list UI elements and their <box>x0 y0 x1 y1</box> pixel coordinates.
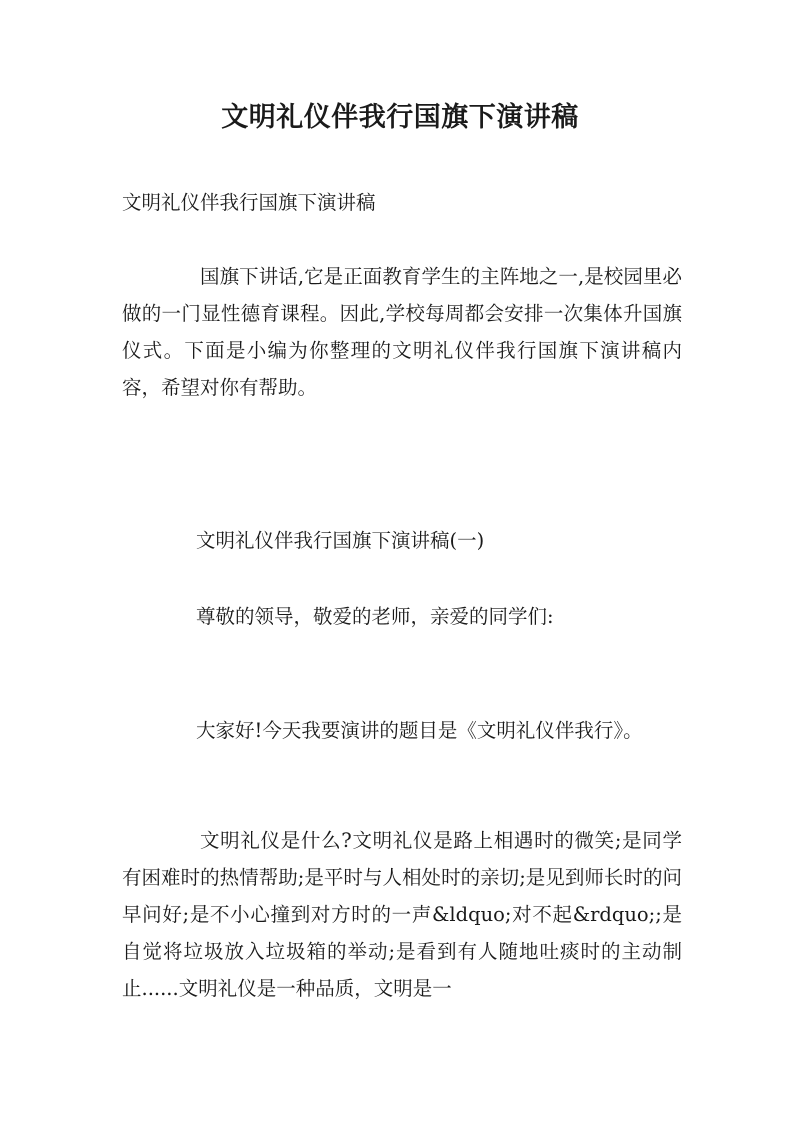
intro-paragraph: 国旗下讲话,它是正面教育学生的主阵地之一,是校园里必做的一门显性德育课程。因此,学校每周都会安排一次集体升国旗仪式。下面是小编为你整理的文明礼仪伴我行国旗下演讲稿内容，希望对你有帮助。 <box>122 265 682 399</box>
document-title: 文明礼仪伴我行国旗下演讲稿 <box>221 102 579 133</box>
body-paragraph: 文明礼仪是什么?文明礼仪是路上相遇时的微笑;是同学有困难时的热情帮助;是平时与人相处时的亲切;是见到师长时的问早问好;是不小心撞到对方时的一声&ldquo;对不起&rdquo;;是自觉将垃圾放入垃圾箱的举动;是看到有人随地吐痰时的主动制止......文明礼仪是一种品质，文明是一 <box>122 829 682 1000</box>
salutation: 尊敬的领导，敬爱的老师，亲爱的同学们: <box>196 605 554 628</box>
greeting-line: 大家好!今天我要演讲的题目是《文明礼仪伴我行》。 <box>196 719 643 742</box>
section-heading: 文明礼仪伴我行国旗下演讲稿(一) <box>196 529 485 552</box>
document-subtitle: 文明礼仪伴我行国旗下演讲稿 <box>122 191 376 214</box>
